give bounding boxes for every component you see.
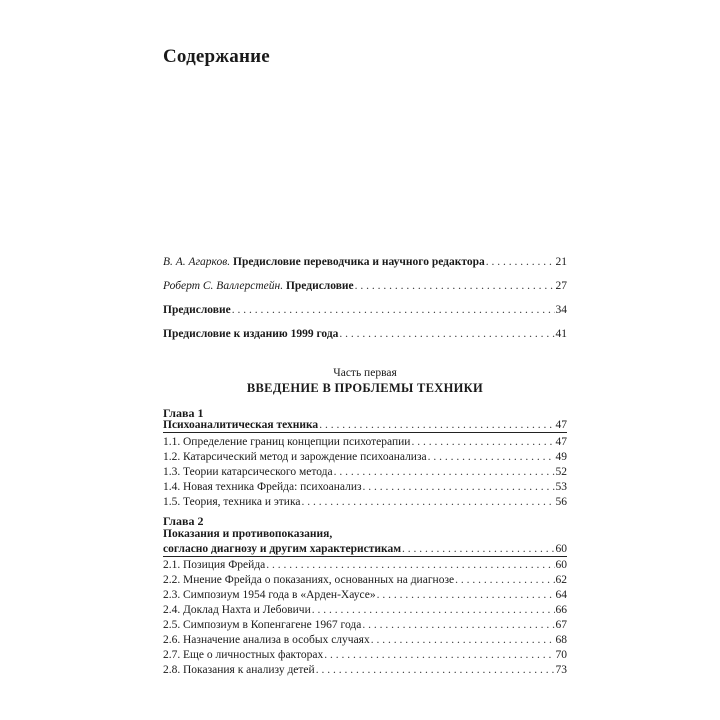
entry-title: Предисловие к изданию 1999 года bbox=[163, 328, 339, 340]
section-title: Новая техника Фрейда: психоанализ bbox=[183, 481, 362, 493]
section-title: Позиция Фрейда bbox=[183, 559, 266, 571]
chapter-label: Глава 1 bbox=[163, 406, 204, 420]
toc-front-entry[interactable] bbox=[163, 303, 567, 319]
entry-page: 52 bbox=[555, 466, 567, 478]
section-title: Симпозиум 1954 года в «Арден-Хаусе» bbox=[183, 589, 376, 601]
section-title: Симпозиум в Копенгагене 1967 года bbox=[183, 619, 362, 631]
entry-page: 66 bbox=[555, 604, 567, 616]
section-entry[interactable]: 2.6. Назначение анализа в особых случаях . . . 68 bbox=[163, 633, 567, 649]
entry-page: 21 bbox=[555, 256, 567, 268]
section-entry[interactable]: 2.1. Позиция Фрейда . . . 60 bbox=[163, 558, 567, 574]
section-title: Назначение анализа в особых случаях bbox=[183, 634, 370, 646]
entry-page: 73 bbox=[555, 664, 567, 676]
entry-page: 62 bbox=[555, 574, 567, 586]
section-entry[interactable]: 2.4. Доклад Нахта и Лебовичи . . . 66 bbox=[163, 603, 567, 619]
section-title: Показания к анализу детей bbox=[183, 664, 315, 676]
section-entry[interactable]: 2.5. Симпозиум в Копенгагене 1967 года . . . 67 bbox=[163, 618, 567, 634]
entry-title: Предисловие bbox=[285, 280, 354, 292]
entry-page: 68 bbox=[555, 634, 567, 646]
section-entry[interactable]: 1.3. Теории катарсического метода . . . 52 bbox=[163, 465, 567, 481]
section-title: Катарсический метод и зарождение психоанализа bbox=[183, 451, 427, 463]
chapter-heading: Психоаналитическая техника bbox=[163, 419, 319, 431]
entry-title: Предисловие bbox=[163, 304, 231, 316]
section-entry[interactable]: 2.2. Мнение Фрейда о показаниях, основанных на диагнозе . . . 62 bbox=[163, 573, 567, 589]
entry-page: 47 bbox=[555, 419, 567, 431]
entry-page: 53 bbox=[555, 481, 567, 493]
part-label: Часть первая bbox=[333, 367, 397, 379]
section-title: Доклад Нахта и Лебовичи bbox=[183, 604, 311, 616]
entry-page: 49 bbox=[555, 451, 567, 463]
section-entry[interactable]: 1.5. Теория, техника и этика . . . 56 bbox=[163, 495, 567, 511]
section-entry[interactable]: 1.4. Новая техника Фрейда: психоанализ . . . 53 bbox=[163, 480, 567, 496]
entry-author: Роберт С. Валлерстейн. bbox=[163, 280, 284, 292]
section-title: Теория, техника и этика bbox=[183, 496, 301, 508]
part-title: ВВЕДЕНИЕ В ПРОБЛЕМЫ ТЕХНИКИ bbox=[246, 381, 484, 395]
divider bbox=[163, 432, 567, 433]
entry-page: 34 bbox=[555, 304, 567, 316]
toc-front-entry[interactable] bbox=[163, 327, 567, 343]
chapter-heading-line: Показания и противопоказания, bbox=[163, 528, 333, 540]
entry-title: Предисловие переводчика и научного редактора bbox=[233, 256, 485, 268]
chapter-label: Глава 2 bbox=[163, 514, 204, 528]
section-entry[interactable]: 2.3. Симпозиум 1954 года в «Арден-Хаусе» . . . 64 bbox=[163, 588, 567, 604]
toc-front-entry[interactable] bbox=[163, 279, 567, 295]
toc-front-entry[interactable] bbox=[163, 255, 567, 271]
section-title: Еще о личностных факторах bbox=[183, 649, 324, 661]
entry-page: 64 bbox=[555, 589, 567, 601]
section-entry[interactable]: 2.8. Показания к анализу детей . . . 73 bbox=[163, 663, 567, 679]
entry-page: 60 bbox=[555, 559, 567, 571]
entry-page: 60 bbox=[555, 543, 567, 555]
entry-page: 67 bbox=[555, 619, 567, 631]
entry-author: В. А. Агарков. bbox=[163, 256, 231, 268]
divider bbox=[163, 556, 567, 557]
entry-page: 27 bbox=[555, 280, 567, 292]
entry-page: 70 bbox=[555, 649, 567, 661]
section-entry[interactable]: 1.2. Катарсический метод и зарождение психоанализа . . . 49 bbox=[163, 450, 567, 466]
page-title: Содержание bbox=[163, 46, 270, 67]
entry-page: 56 bbox=[555, 496, 567, 508]
section-title: Теории катарсического метода bbox=[183, 466, 333, 478]
section-entry[interactable]: 2.7. Еще о личностных факторах . . . 70 bbox=[163, 648, 567, 664]
entry-page: 41 bbox=[555, 328, 567, 340]
chapter-heading: согласно диагнозу и другим характеристикам bbox=[163, 543, 402, 555]
section-title: Мнение Фрейда о показаниях, основанных на диагнозе bbox=[183, 574, 455, 586]
entry-page: 47 bbox=[555, 436, 567, 448]
section-title: Определение границ концепции психотерапии bbox=[183, 436, 411, 448]
section-entry[interactable]: 1.1. Определение границ концепции психотерапии . . . 47 bbox=[163, 435, 567, 451]
